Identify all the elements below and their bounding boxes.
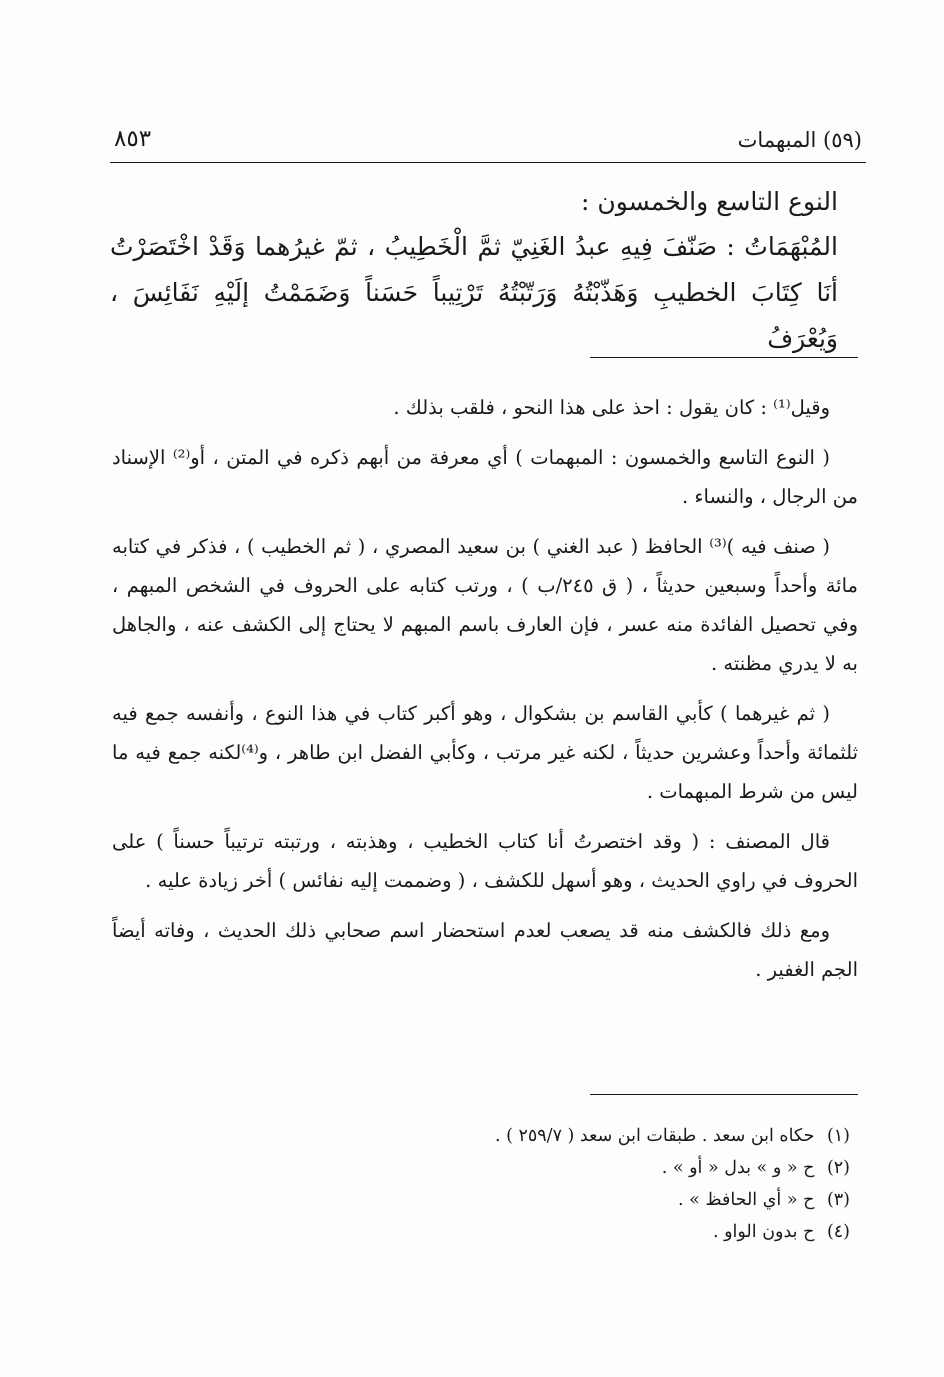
- footnote: [110, 1120, 850, 1152]
- footnote-text: ح « أي الحافظ » .: [677, 1190, 815, 1210]
- commentary-paragraph: ( النوع التاسع والخمسون : المبهمات ) أي معرفة من أبهم ذكره في المتن ، أو⁽²⁾ الإسناد من الرجال ، والنساء .: [112, 446, 858, 508]
- footnote-text: ح بدون الواو .: [712, 1222, 815, 1242]
- commentary-paragraph: ( صنف فيه )⁽³⁾ الحافظ ( عبد الغني ) بن سعيد المصري ، ( ثم الخطيب ) ، فذكر في كتابه مائة وأحداً وسبعين حديثاً ، ( ق ٢٤٥/ب ) ، ورتب كتابه على الحروف في الشخص المبهم ، وفي تحصيل الفائدة منه عسر ، فإن العارف باسم المبهم لا يحتاج إلى الكشف عنه ، والجاهل به لا يدري مظنته .: [112, 535, 858, 675]
- commentary-paragraph: وقيل⁽¹⁾ : كان يقول : احذ على هذا النحو ، فلقب بذلك .: [393, 396, 830, 419]
- footnote: [110, 1152, 850, 1184]
- footnote-text: حكاه ابن سعد . طبقات ابن سعد ( ٢٥٩/٧ ) .: [494, 1126, 815, 1146]
- main-text: [110, 184, 866, 362]
- footnote: [110, 1216, 850, 1248]
- section-title: النوع التاسع والخمسون :: [581, 187, 838, 216]
- chapter-title: (٥٩) المبهمات: [737, 128, 862, 152]
- footnote-number: (٢): [826, 1158, 850, 1178]
- footnote-separator: [590, 1094, 858, 1095]
- footnote-number: (١): [826, 1126, 850, 1146]
- footnotes: [110, 1120, 850, 1248]
- commentary: [112, 388, 858, 1000]
- running-header: [110, 122, 866, 163]
- page-number: ٨٥٣: [114, 126, 152, 152]
- text-separator: [590, 357, 858, 358]
- footnote-number: (٣): [826, 1190, 850, 1210]
- commentary-paragraph: قال المصنف : ( وقد اختصرتُ أنا كتاب الخطيب ، وهذبته ، ورتبته ترتيباً حسناً ) على الحروف في راوي الحديث ، وهو أسهل للكشف ، ( وضممت إليه نفائس ) أخر زيادة عليه .: [112, 830, 858, 892]
- main-text-paragraph: المُبْهَمَاتُ : صَنّفَ فِيهِ عبدُ الغَنِيّ ثمَّ الْخَطِيبُ ، ثمّ غيرُهما وَقَدْ اخْتَصَرْتُ أنَا كِتَابَ الخطيبِ وَهَذّبْتُهُ وَرَتّبْتُهُ تَرْتِيباً حَسَناً وَضَمَمْتُ إلَيْهِ نَفَائِسَ ، وَيُعْرَفُ: [110, 232, 838, 353]
- commentary-paragraph: ( ثم غيرهما ) كأبي القاسم بن بشكوال ، وهو أكبر كتاب في هذا النوع ، وأنفسه جمع فيه ثلثمائة وأحداً وعشرين حديثاً ، لكنه غير مرتب ، وكأبي الفضل ابن طاهر ، و⁽⁴⁾لكنه جمع فيه ما ليس من شرط المبهمات .: [112, 702, 858, 803]
- footnote-number: (٤): [826, 1222, 850, 1242]
- footnote-text: ح « و » بدل « أو » .: [661, 1158, 815, 1178]
- footnote: [110, 1184, 850, 1216]
- commentary-paragraph: ومع ذلك فالكشف منه قد يصعب لعدم استحضار اسم صحابي ذلك الحديث ، وفاته أيضاً الجم الغفير .: [112, 919, 858, 981]
